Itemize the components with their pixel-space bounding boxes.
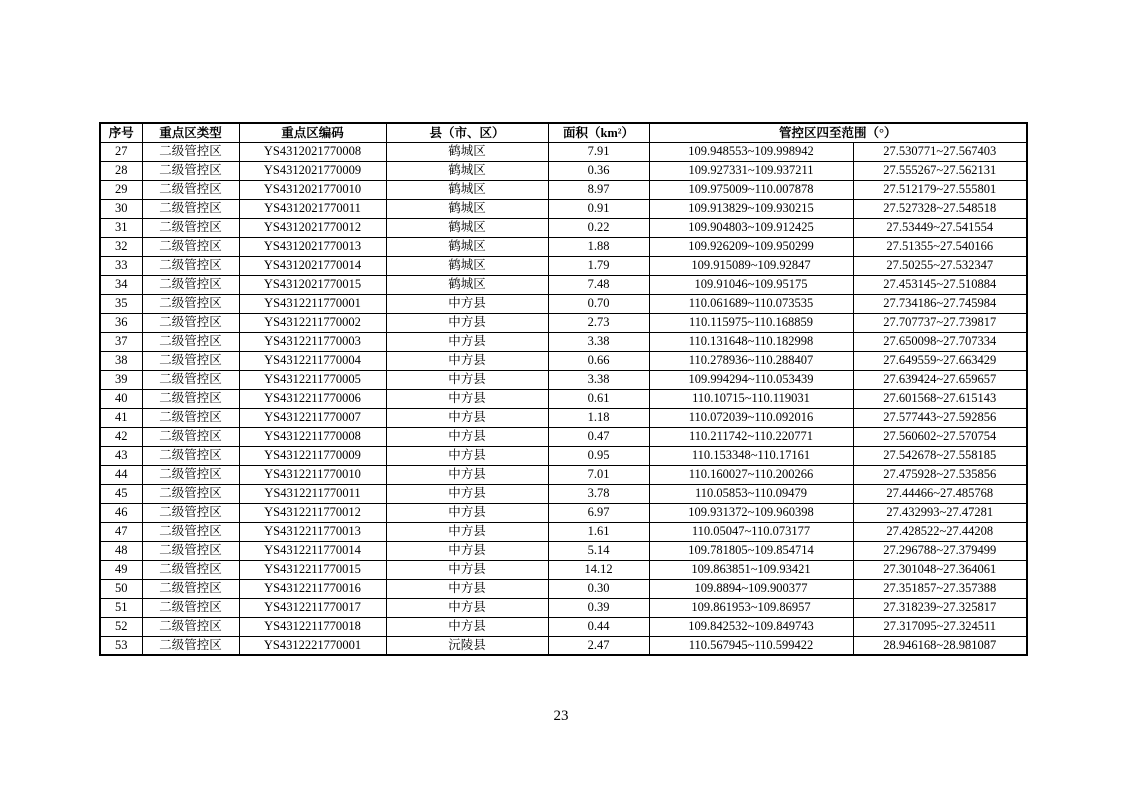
table-row — [100, 237, 1027, 256]
table-row — [100, 142, 1027, 161]
table-row — [100, 294, 1027, 313]
cell-type: 二级管控区 — [142, 522, 239, 541]
cell-lat-range: 27.44466~27.485768 — [853, 484, 1027, 503]
cell-county: 中方县 — [386, 617, 548, 636]
cell-county: 鹤城区 — [386, 256, 548, 275]
cell-seq: 33 — [100, 256, 142, 275]
cell-type: 二级管控区 — [142, 370, 239, 389]
cell-code: YS4312211770008 — [239, 427, 386, 446]
cell-code: YS4312211770001 — [239, 294, 386, 313]
cell-lat-range: 27.734186~27.745984 — [853, 294, 1027, 313]
cell-area: 7.91 — [548, 142, 649, 161]
table-row — [100, 389, 1027, 408]
cell-code: YS4312211770015 — [239, 560, 386, 579]
cell-county: 鹤城区 — [386, 218, 548, 237]
cell-code: YS4312021770015 — [239, 275, 386, 294]
cell-county: 中方县 — [386, 579, 548, 598]
cell-area: 1.88 — [548, 237, 649, 256]
cell-type: 二级管控区 — [142, 560, 239, 579]
cell-seq: 39 — [100, 370, 142, 389]
cell-lon-range: 110.211742~110.220771 — [649, 427, 853, 446]
cell-seq: 45 — [100, 484, 142, 503]
cell-area: 2.47 — [548, 636, 649, 655]
cell-type: 二级管控区 — [142, 199, 239, 218]
cell-seq: 36 — [100, 313, 142, 332]
cell-seq: 38 — [100, 351, 142, 370]
cell-seq: 29 — [100, 180, 142, 199]
cell-lat-range: 27.650098~27.707334 — [853, 332, 1027, 351]
cell-type: 二级管控区 — [142, 294, 239, 313]
col-header-range: 管控区四至范围（°） — [649, 123, 1027, 142]
table-row — [100, 503, 1027, 522]
cell-seq: 53 — [100, 636, 142, 655]
cell-county: 中方县 — [386, 598, 548, 617]
cell-lon-range: 110.567945~110.599422 — [649, 636, 853, 655]
cell-lon-range: 109.863851~109.93421 — [649, 560, 853, 579]
cell-county: 中方县 — [386, 370, 548, 389]
cell-lat-range: 27.317095~27.324511 — [853, 617, 1027, 636]
cell-area: 1.79 — [548, 256, 649, 275]
cell-type: 二级管控区 — [142, 484, 239, 503]
cell-area: 0.70 — [548, 294, 649, 313]
key-area-table — [99, 122, 1028, 656]
cell-seq: 41 — [100, 408, 142, 427]
table-row — [100, 484, 1027, 503]
cell-lon-range: 110.131648~110.182998 — [649, 332, 853, 351]
cell-county: 沅陵县 — [386, 636, 548, 655]
cell-area: 0.91 — [548, 199, 649, 218]
table-row — [100, 180, 1027, 199]
cell-county: 中方县 — [386, 294, 548, 313]
cell-county: 中方县 — [386, 560, 548, 579]
table-row — [100, 332, 1027, 351]
cell-code: YS4312211770004 — [239, 351, 386, 370]
page-number: 23 — [553, 708, 569, 724]
cell-county: 中方县 — [386, 408, 548, 427]
cell-county: 中方县 — [386, 522, 548, 541]
table-row — [100, 275, 1027, 294]
cell-lon-range: 109.975009~110.007878 — [649, 180, 853, 199]
cell-area: 0.44 — [548, 617, 649, 636]
table-row — [100, 560, 1027, 579]
table-row — [100, 579, 1027, 598]
cell-type: 二级管控区 — [142, 142, 239, 161]
cell-code: YS4312021770012 — [239, 218, 386, 237]
table-row — [100, 370, 1027, 389]
cell-seq: 42 — [100, 427, 142, 446]
cell-area: 3.38 — [548, 332, 649, 351]
cell-area: 6.97 — [548, 503, 649, 522]
cell-code: YS4312021770008 — [239, 142, 386, 161]
cell-lon-range: 109.915089~109.92847 — [649, 256, 853, 275]
table-row — [100, 446, 1027, 465]
cell-lon-range: 110.05047~110.073177 — [649, 522, 853, 541]
cell-lat-range: 27.50255~27.532347 — [853, 256, 1027, 275]
cell-area: 0.22 — [548, 218, 649, 237]
cell-code: YS4312021770014 — [239, 256, 386, 275]
cell-lon-range: 109.861953~109.86957 — [649, 598, 853, 617]
cell-type: 二级管控区 — [142, 446, 239, 465]
cell-seq: 52 — [100, 617, 142, 636]
cell-code: YS4312211770003 — [239, 332, 386, 351]
cell-type: 二级管控区 — [142, 218, 239, 237]
cell-area: 3.38 — [548, 370, 649, 389]
cell-type: 二级管控区 — [142, 427, 239, 446]
cell-type: 二级管控区 — [142, 503, 239, 522]
cell-type: 二级管控区 — [142, 617, 239, 636]
cell-lat-range: 27.428522~27.44208 — [853, 522, 1027, 541]
cell-lat-range: 27.453145~27.510884 — [853, 275, 1027, 294]
cell-lon-range: 110.10715~110.119031 — [649, 389, 853, 408]
cell-seq: 43 — [100, 446, 142, 465]
cell-lat-range: 27.351857~27.357388 — [853, 579, 1027, 598]
col-header-code: 重点区编码 — [239, 123, 386, 142]
cell-lon-range: 109.8894~109.900377 — [649, 579, 853, 598]
cell-code: YS4312211770007 — [239, 408, 386, 427]
cell-type: 二级管控区 — [142, 351, 239, 370]
col-header-seq: 序号 — [100, 123, 142, 142]
cell-county: 中方县 — [386, 351, 548, 370]
table-row — [100, 313, 1027, 332]
col-header-area: 面积（km²） — [548, 123, 649, 142]
cell-seq: 40 — [100, 389, 142, 408]
table-row — [100, 218, 1027, 237]
cell-lon-range: 109.931372~109.960398 — [649, 503, 853, 522]
table-row — [100, 465, 1027, 484]
cell-lat-range: 27.527328~27.548518 — [853, 199, 1027, 218]
cell-county: 中方县 — [386, 313, 548, 332]
cell-county: 中方县 — [386, 484, 548, 503]
cell-area: 1.18 — [548, 408, 649, 427]
cell-area: 2.73 — [548, 313, 649, 332]
cell-seq: 30 — [100, 199, 142, 218]
col-header-type: 重点区类型 — [142, 123, 239, 142]
cell-code: YS4312211770010 — [239, 465, 386, 484]
cell-area: 0.36 — [548, 161, 649, 180]
table-row — [100, 617, 1027, 636]
cell-area: 0.61 — [548, 389, 649, 408]
cell-type: 二级管控区 — [142, 579, 239, 598]
cell-code: YS4312211770012 — [239, 503, 386, 522]
cell-lat-range: 27.542678~27.558185 — [853, 446, 1027, 465]
cell-lon-range: 109.904803~109.912425 — [649, 218, 853, 237]
cell-area: 0.30 — [548, 579, 649, 598]
cell-code: YS4312211770013 — [239, 522, 386, 541]
table-header-row — [100, 123, 1027, 142]
cell-code: YS4312211770006 — [239, 389, 386, 408]
cell-area: 0.95 — [548, 446, 649, 465]
cell-area: 8.97 — [548, 180, 649, 199]
table-row — [100, 351, 1027, 370]
cell-type: 二级管控区 — [142, 465, 239, 484]
cell-lon-range: 109.913829~109.930215 — [649, 199, 853, 218]
cell-county: 鹤城区 — [386, 237, 548, 256]
cell-seq: 44 — [100, 465, 142, 484]
cell-type: 二级管控区 — [142, 161, 239, 180]
cell-area: 0.66 — [548, 351, 649, 370]
cell-lon-range: 110.05853~110.09479 — [649, 484, 853, 503]
cell-area: 1.61 — [548, 522, 649, 541]
cell-county: 鹤城区 — [386, 199, 548, 218]
cell-seq: 32 — [100, 237, 142, 256]
cell-county: 鹤城区 — [386, 142, 548, 161]
cell-type: 二级管控区 — [142, 313, 239, 332]
cell-county: 鹤城区 — [386, 180, 548, 199]
cell-lon-range: 109.926209~109.950299 — [649, 237, 853, 256]
cell-lon-range: 110.153348~110.17161 — [649, 446, 853, 465]
table-row — [100, 541, 1027, 560]
cell-type: 二级管控区 — [142, 180, 239, 199]
cell-county: 中方县 — [386, 332, 548, 351]
cell-lon-range: 110.061689~110.073535 — [649, 294, 853, 313]
cell-code: YS4312021770011 — [239, 199, 386, 218]
cell-lat-range: 28.946168~28.981087 — [853, 636, 1027, 655]
cell-seq: 50 — [100, 579, 142, 598]
cell-code: YS4312211770016 — [239, 579, 386, 598]
cell-seq: 34 — [100, 275, 142, 294]
cell-lon-range: 109.91046~109.95175 — [649, 275, 853, 294]
table-body — [100, 142, 1027, 655]
table-row — [100, 161, 1027, 180]
table-row — [100, 427, 1027, 446]
cell-seq: 51 — [100, 598, 142, 617]
cell-lon-range: 109.842532~109.849743 — [649, 617, 853, 636]
cell-county: 中方县 — [386, 389, 548, 408]
cell-seq: 37 — [100, 332, 142, 351]
cell-lat-range: 27.639424~27.659657 — [853, 370, 1027, 389]
cell-code: YS4312221770001 — [239, 636, 386, 655]
cell-type: 二级管控区 — [142, 389, 239, 408]
cell-area: 7.01 — [548, 465, 649, 484]
cell-code: YS4312021770013 — [239, 237, 386, 256]
cell-county: 中方县 — [386, 503, 548, 522]
cell-type: 二级管控区 — [142, 237, 239, 256]
cell-lat-range: 27.296788~27.379499 — [853, 541, 1027, 560]
cell-type: 二级管控区 — [142, 256, 239, 275]
cell-area: 0.47 — [548, 427, 649, 446]
cell-county: 中方县 — [386, 465, 548, 484]
cell-lat-range: 27.601568~27.615143 — [853, 389, 1027, 408]
cell-lat-range: 27.577443~27.592856 — [853, 408, 1027, 427]
cell-area: 7.48 — [548, 275, 649, 294]
cell-county: 中方县 — [386, 541, 548, 560]
cell-county: 鹤城区 — [386, 161, 548, 180]
cell-lon-range: 109.927331~109.937211 — [649, 161, 853, 180]
cell-code: YS4312211770011 — [239, 484, 386, 503]
cell-code: YS4312021770009 — [239, 161, 386, 180]
table-row — [100, 636, 1027, 655]
cell-lon-range: 109.948553~109.998942 — [649, 142, 853, 161]
cell-type: 二级管控区 — [142, 408, 239, 427]
table-row — [100, 522, 1027, 541]
cell-type: 二级管控区 — [142, 275, 239, 294]
cell-seq: 46 — [100, 503, 142, 522]
cell-area: 5.14 — [548, 541, 649, 560]
cell-seq: 48 — [100, 541, 142, 560]
cell-lat-range: 27.301048~27.364061 — [853, 560, 1027, 579]
cell-lat-range: 27.475928~27.535856 — [853, 465, 1027, 484]
cell-type: 二级管控区 — [142, 541, 239, 560]
table-row — [100, 199, 1027, 218]
cell-type: 二级管控区 — [142, 332, 239, 351]
cell-area: 14.12 — [548, 560, 649, 579]
cell-lat-range: 27.649559~27.663429 — [853, 351, 1027, 370]
cell-code: YS4312211770002 — [239, 313, 386, 332]
cell-lat-range: 27.707737~27.739817 — [853, 313, 1027, 332]
cell-lat-range: 27.560602~27.570754 — [853, 427, 1027, 446]
table-row — [100, 256, 1027, 275]
cell-county: 中方县 — [386, 427, 548, 446]
cell-seq: 35 — [100, 294, 142, 313]
cell-lat-range: 27.512179~27.555801 — [853, 180, 1027, 199]
cell-seq: 27 — [100, 142, 142, 161]
cell-lon-range: 110.278936~110.288407 — [649, 351, 853, 370]
cell-area: 3.78 — [548, 484, 649, 503]
cell-code: YS4312211770018 — [239, 617, 386, 636]
cell-area: 0.39 — [548, 598, 649, 617]
cell-lat-range: 27.555267~27.562131 — [853, 161, 1027, 180]
cell-code: YS4312211770014 — [239, 541, 386, 560]
cell-lat-range: 27.530771~27.567403 — [853, 142, 1027, 161]
cell-lon-range: 109.994294~110.053439 — [649, 370, 853, 389]
table-row — [100, 598, 1027, 617]
cell-lat-range: 27.53449~27.541554 — [853, 218, 1027, 237]
col-header-county: 县（市、区） — [386, 123, 548, 142]
cell-seq: 49 — [100, 560, 142, 579]
cell-type: 二级管控区 — [142, 598, 239, 617]
cell-lon-range: 110.115975~110.168859 — [649, 313, 853, 332]
cell-lon-range: 110.160027~110.200266 — [649, 465, 853, 484]
cell-seq: 31 — [100, 218, 142, 237]
cell-lon-range: 109.781805~109.854714 — [649, 541, 853, 560]
table-row — [100, 408, 1027, 427]
cell-code: YS4312211770005 — [239, 370, 386, 389]
cell-county: 鹤城区 — [386, 275, 548, 294]
cell-code: YS4312211770017 — [239, 598, 386, 617]
cell-type: 二级管控区 — [142, 636, 239, 655]
cell-code: YS4312021770010 — [239, 180, 386, 199]
cell-lon-range: 110.072039~110.092016 — [649, 408, 853, 427]
cell-lat-range: 27.51355~27.540166 — [853, 237, 1027, 256]
cell-code: YS4312211770009 — [239, 446, 386, 465]
cell-lat-range: 27.318239~27.325817 — [853, 598, 1027, 617]
cell-lat-range: 27.432993~27.47281 — [853, 503, 1027, 522]
cell-county: 中方县 — [386, 446, 548, 465]
cell-seq: 47 — [100, 522, 142, 541]
cell-seq: 28 — [100, 161, 142, 180]
